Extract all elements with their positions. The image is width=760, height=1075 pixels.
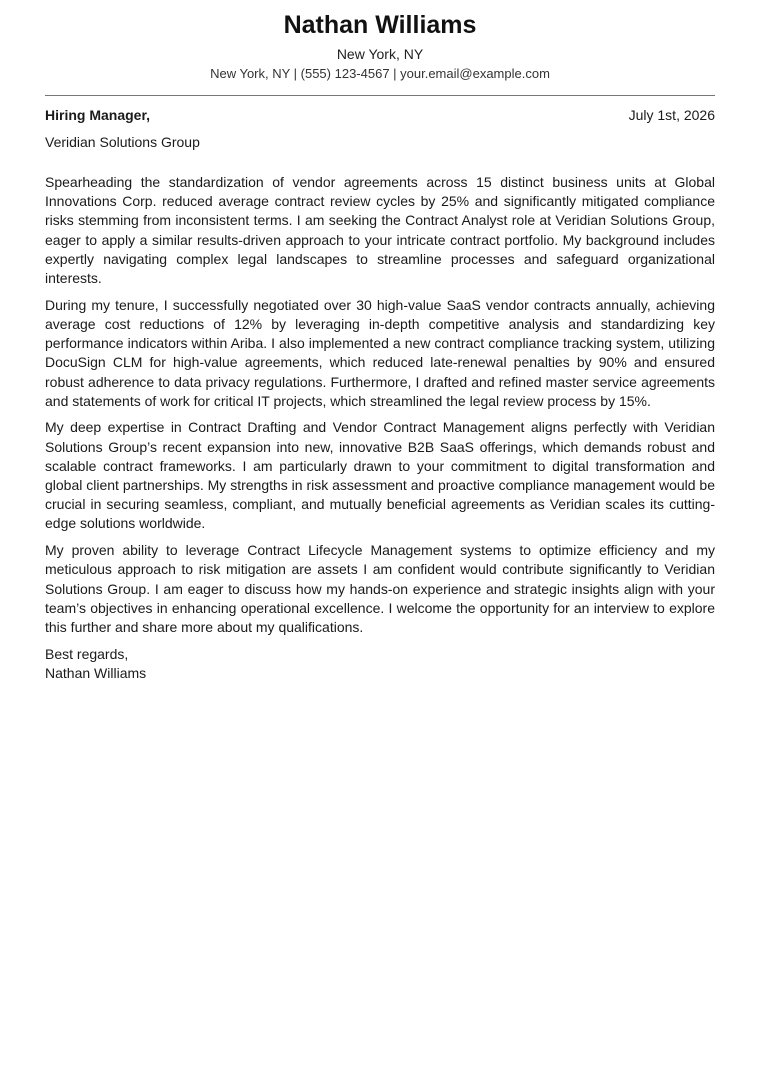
letter-header xyxy=(45,0,715,83)
body-paragraph: My proven ability to leverage Contract Lifecycle Management systems to optimize efficiency and my meticulous approach to risk mitigation are assets I am confident would contribute significantly to Veridian Solutions Group. I am eager to discuss how my hands-on experience and strategic insights align with your team’s objectives in enhancing operational excellence. I welcome the opportunity for an interview to explore this further and share more about my qualifications. xyxy=(45,542,715,635)
applicant-location: New York, NY xyxy=(336,46,424,62)
recipient: Hiring Manager, xyxy=(45,107,151,123)
signature-name: Nathan Williams xyxy=(45,665,147,682)
recipient-date-row xyxy=(45,106,715,124)
company-name: Veridian Solutions Group xyxy=(45,134,200,150)
body-paragraph: Spearheading the standardization of vendor agreements across 15 distinct business units at Global Innovations Corp. reduced average contract review cycles by 25% and significantly mitigated compliance risks stemming from inconsistent terms. I am seeking the Contract Analyst role at Veridian Solutions Group, eager to apply a similar results-driven approach to your intricate contract portfolio. My background includes expertly navigating complex legal landscapes to streamline processes and safeguard organizational interests. xyxy=(45,174,715,287)
header-divider xyxy=(45,95,715,96)
body-paragraph: My deep expertise in Contract Drafting and Vendor Contract Management aligns perfectly with Veridian Solutions Group’s recent expansion into new, innovative B2B SaaS offerings, which demands robust and scalable contract frameworks. I am particularly drawn to your commitment to digital transformation and global client partnerships. My strengths in risk assessment and proactive compliance management would be crucial in securing seamless, compliant, and mutually beneficial agreements as Veridian scales its cutting-edge solutions worldwide. xyxy=(45,419,716,532)
closing-salutation: Best regards, xyxy=(45,646,129,663)
applicant-name: Nathan Williams xyxy=(283,11,477,39)
body-paragraph: During my tenure, I successfully negotiated over 30 high-value SaaS vendor contracts annually, achieving average cost reductions of 12% by leveraging in-depth competitive analysis and standardizing key performance indicators within Ariba. I also implemented a new contract compliance tracking system, utilizing DocuSign CLM for high-value agreements, which reduced late-renewal penalties by 90% and ensured robust adherence to data privacy regulations. Furthermore, I drafted and refined master service agreements and statements of work for critical IT projects, which streamlined the legal review process by 15%. xyxy=(45,296,715,409)
contact-line: New York, NY | (555) 123-4567 | your.email@example.com xyxy=(210,66,550,81)
closing-block xyxy=(45,645,715,683)
letter-body xyxy=(45,173,715,637)
letter-date: July 1st, 2026 xyxy=(628,107,715,123)
